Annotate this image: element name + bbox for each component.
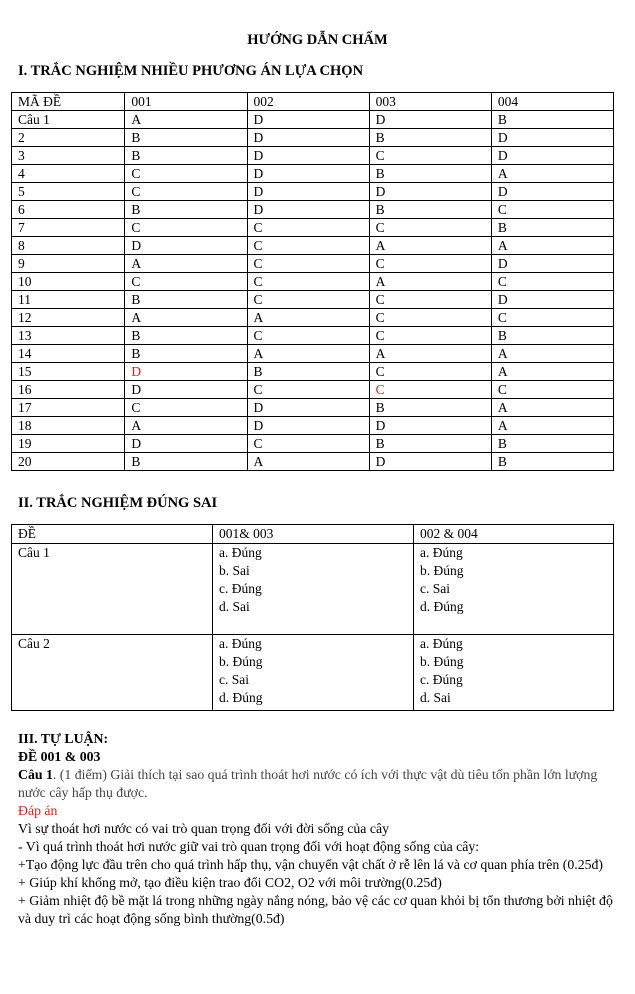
tf-question-label: Câu 2 xyxy=(12,635,213,711)
exam-code-heading: ĐỀ 001 & 003 xyxy=(18,749,101,764)
mc-answer-cell: B xyxy=(247,363,369,381)
mc-answer-cell: B xyxy=(125,327,247,345)
true-false-answer-table xyxy=(11,524,614,711)
tf-question-label: Câu 1 xyxy=(12,544,213,635)
mc-answer-cell: A xyxy=(247,345,369,363)
mc-answer-cell: D xyxy=(369,453,491,471)
tf-answer: c. Đúng xyxy=(219,581,262,596)
mc-answer-cell: C xyxy=(247,327,369,345)
mc-question-cell: 7 xyxy=(12,219,125,237)
mc-row xyxy=(12,417,614,435)
mc-row xyxy=(12,129,614,147)
mc-answer-cell: B xyxy=(369,201,491,219)
mc-row xyxy=(12,273,614,291)
mc-answer-cell: C xyxy=(491,381,613,399)
mc-row xyxy=(12,147,614,165)
tf-answers-cell xyxy=(213,635,414,711)
mc-row xyxy=(12,309,614,327)
tf-answer: a. Đúng xyxy=(219,545,262,560)
mc-answer-cell: C xyxy=(369,219,491,237)
tf-header-cell: 001& 003 xyxy=(213,525,414,544)
tf-header-row xyxy=(12,525,614,544)
mc-answer-cell: C xyxy=(247,255,369,273)
mc-question-cell: 5 xyxy=(12,183,125,201)
mc-question-cell: 14 xyxy=(12,345,125,363)
mc-answer-cell: C xyxy=(125,219,247,237)
mc-answer-cell: A xyxy=(491,363,613,381)
mc-answer-cell: B xyxy=(125,201,247,219)
mc-header-cell: MÃ ĐỀ xyxy=(12,93,125,111)
mc-answer-cell: A xyxy=(247,453,369,471)
tf-answer: b. Đúng xyxy=(219,654,263,669)
mc-answer-cell: A xyxy=(125,309,247,327)
mc-answer-cell: D xyxy=(247,111,369,129)
mc-answer-cell: C xyxy=(125,165,247,183)
mc-answer-cell: A xyxy=(369,345,491,363)
mc-answer-cell: C xyxy=(247,381,369,399)
mc-answer-cell: C xyxy=(369,291,491,309)
mc-answer-cell: D xyxy=(369,417,491,435)
answer-line: + Giảm nhiệt độ bề mặt lá trong những ngày nắng nóng, bảo vệ các cơ quan khỏi bị tổn thương bởi nhiệt độ và duy trì các hoạt động sống bình thường(0.5đ) xyxy=(18,893,613,926)
mc-answer-cell: B xyxy=(369,435,491,453)
mc-question-cell: 2 xyxy=(12,129,125,147)
mc-question-cell: 17 xyxy=(12,399,125,417)
page-title: HƯỚNG DẪN CHẤM xyxy=(247,32,388,48)
tf-answers-cell xyxy=(414,635,614,711)
mc-answer-cell: B xyxy=(491,219,613,237)
mc-answer-cell: B xyxy=(491,111,613,129)
mc-question-cell: 11 xyxy=(12,291,125,309)
mc-answer-cell: C xyxy=(369,327,491,345)
mc-answer-cell: C xyxy=(247,219,369,237)
mc-question-cell: 12 xyxy=(12,309,125,327)
mc-question-cell: 15 xyxy=(12,363,125,381)
mc-row xyxy=(12,291,614,309)
tf-answer: b. Đúng xyxy=(420,563,464,578)
question-text: . (1 điểm) Giải thích tại sao quá trình thoát hơi nước có ích với thực vật dù tiêu tốn phần lớn lượng nước cây hấp thụ được. xyxy=(18,767,598,800)
essay-section xyxy=(18,730,620,928)
tf-answer: c. Sai xyxy=(219,672,249,687)
mc-answer-cell: D xyxy=(125,237,247,255)
mc-row xyxy=(12,111,614,129)
mc-answer-cell: D xyxy=(125,435,247,453)
tf-answer: c. Đúng xyxy=(420,672,463,687)
mc-answer-cell: D xyxy=(369,111,491,129)
mc-answer-cell: B xyxy=(125,345,247,363)
mc-answer-cell: D xyxy=(247,147,369,165)
answer-line: Vì sự thoát hơi nước có vai trò quan trọng đối với đời sống của cây xyxy=(18,821,389,836)
tf-header-cell: 002 & 004 xyxy=(414,525,614,544)
mc-answer-cell: B xyxy=(369,165,491,183)
mc-answer-cell: A xyxy=(491,399,613,417)
mc-answer-cell: C xyxy=(247,291,369,309)
answer-line: +Tạo động lực đầu trên cho quá trình hấp thụ, vận chuyển vật chất ở rễ lên lá và cơ quan phía trên (0.25đ) xyxy=(18,857,603,872)
mc-row xyxy=(12,363,614,381)
mc-answer-cell: D xyxy=(247,201,369,219)
mc-header-row xyxy=(12,93,614,111)
mc-answer-cell: A xyxy=(125,417,247,435)
mc-question-cell: 19 xyxy=(12,435,125,453)
mc-row xyxy=(12,327,614,345)
mc-answer-cell: A xyxy=(125,255,247,273)
mc-answer-cell: C xyxy=(491,201,613,219)
tf-answer: b. Đúng xyxy=(420,654,464,669)
section-1-heading: I. TRẮC NGHIỆM NHIỀU PHƯƠNG ÁN LỰA CHỌN xyxy=(18,63,364,79)
mc-question-cell: 13 xyxy=(12,327,125,345)
mc-question-cell: 3 xyxy=(12,147,125,165)
tf-answer: a. Đúng xyxy=(420,545,463,560)
mc-answer-cell: A xyxy=(125,111,247,129)
mc-answer-cell: D xyxy=(247,165,369,183)
mc-question-cell: 16 xyxy=(12,381,125,399)
mc-answer-cell: A xyxy=(491,345,613,363)
answer-line: + Giúp khí khổng mở, tạo điều kiện trao đổi CO2, O2 với môi trường(0.25đ) xyxy=(18,875,442,890)
tf-answers-cell xyxy=(414,544,614,635)
mc-answer-cell: A xyxy=(247,309,369,327)
section-3-heading: III. TỰ LUẬN: xyxy=(18,731,109,746)
mc-answer-cell: A xyxy=(369,273,491,291)
mc-row xyxy=(12,453,614,471)
tf-row-question-2 xyxy=(12,635,614,711)
tf-answers-cell xyxy=(213,544,414,635)
mc-answer-cell: C xyxy=(491,273,613,291)
mc-answer-cell: C xyxy=(369,381,491,399)
mc-row xyxy=(12,165,614,183)
mc-row xyxy=(12,237,614,255)
multiple-choice-answer-table xyxy=(11,92,614,471)
mc-answer-cell: B xyxy=(125,453,247,471)
mc-row xyxy=(12,183,614,201)
mc-answer-cell: C xyxy=(125,183,247,201)
answer-line: - Vì quá trình thoát hơi nước giữ vai trò quan trọng đối với hoạt động sống của cây: xyxy=(18,839,480,854)
essay-question-1 xyxy=(18,766,620,802)
mc-question-cell: 20 xyxy=(12,453,125,471)
mc-answer-cell: B xyxy=(369,399,491,417)
mc-answer-cell: B xyxy=(491,327,613,345)
mc-row xyxy=(12,381,614,399)
answer-label: Đáp án xyxy=(18,803,58,818)
mc-question-cell: 10 xyxy=(12,273,125,291)
mc-answer-cell: D xyxy=(491,183,613,201)
mc-question-cell: 9 xyxy=(12,255,125,273)
tf-answer: d. Đúng xyxy=(219,690,263,705)
mc-answer-cell: D xyxy=(247,183,369,201)
mc-answer-cell: D xyxy=(369,183,491,201)
mc-answer-cell: C xyxy=(369,309,491,327)
mc-answer-cell: B xyxy=(491,453,613,471)
mc-answer-cell: C xyxy=(491,309,613,327)
mc-header-cell: 001 xyxy=(125,93,247,111)
mc-question-cell: 8 xyxy=(12,237,125,255)
mc-answer-cell: C xyxy=(369,147,491,165)
mc-question-cell: 6 xyxy=(12,201,125,219)
tf-header-cell: ĐỀ xyxy=(12,525,213,544)
tf-answer: d. Sai xyxy=(219,599,250,614)
mc-answer-cell: A xyxy=(369,237,491,255)
mc-answer-cell: B xyxy=(125,291,247,309)
tf-answer: a. Đúng xyxy=(219,636,262,651)
mc-answer-cell: A xyxy=(491,237,613,255)
mc-answer-cell: B xyxy=(125,147,247,165)
mc-answer-cell: C xyxy=(247,237,369,255)
mc-row xyxy=(12,345,614,363)
mc-row xyxy=(12,201,614,219)
mc-answer-cell: A xyxy=(491,165,613,183)
mc-answer-cell: D xyxy=(491,147,613,165)
mc-answer-cell: B xyxy=(369,129,491,147)
mc-row xyxy=(12,255,614,273)
mc-question-cell: 18 xyxy=(12,417,125,435)
tf-answer: d. Sai xyxy=(420,690,451,705)
mc-answer-cell: C xyxy=(125,273,247,291)
question-label: Câu 1 xyxy=(18,767,53,782)
mc-answer-cell: C xyxy=(369,255,491,273)
mc-answer-cell: B xyxy=(491,435,613,453)
mc-question-cell: Câu 1 xyxy=(12,111,125,129)
mc-answer-cell: C xyxy=(369,363,491,381)
mc-answer-cell: D xyxy=(491,129,613,147)
mc-header-cell: 002 xyxy=(247,93,369,111)
mc-row xyxy=(12,435,614,453)
tf-row-question-1 xyxy=(12,544,614,635)
mc-header-cell: 003 xyxy=(369,93,491,111)
tf-answer: d. Đúng xyxy=(420,599,464,614)
tf-answer: a. Đúng xyxy=(420,636,463,651)
mc-row xyxy=(12,219,614,237)
mc-answer-cell: D xyxy=(247,129,369,147)
mc-header-cell: 004 xyxy=(491,93,613,111)
mc-answer-cell: D xyxy=(247,399,369,417)
mc-answer-cell: D xyxy=(491,255,613,273)
tf-answer: c. Sai xyxy=(420,581,450,596)
mc-answer-cell: D xyxy=(125,381,247,399)
mc-answer-cell: C xyxy=(247,273,369,291)
mc-row xyxy=(12,399,614,417)
mc-answer-cell: C xyxy=(125,399,247,417)
mc-answer-cell: C xyxy=(247,435,369,453)
mc-question-cell: 4 xyxy=(12,165,125,183)
mc-answer-cell: B xyxy=(125,129,247,147)
section-2-heading: II. TRẮC NGHIỆM ĐÚNG SAI xyxy=(18,495,218,511)
tf-answer: b. Sai xyxy=(219,563,250,578)
mc-answer-cell: D xyxy=(247,417,369,435)
mc-answer-cell: A xyxy=(491,417,613,435)
mc-answer-cell: D xyxy=(125,363,247,381)
mc-answer-cell: D xyxy=(491,291,613,309)
